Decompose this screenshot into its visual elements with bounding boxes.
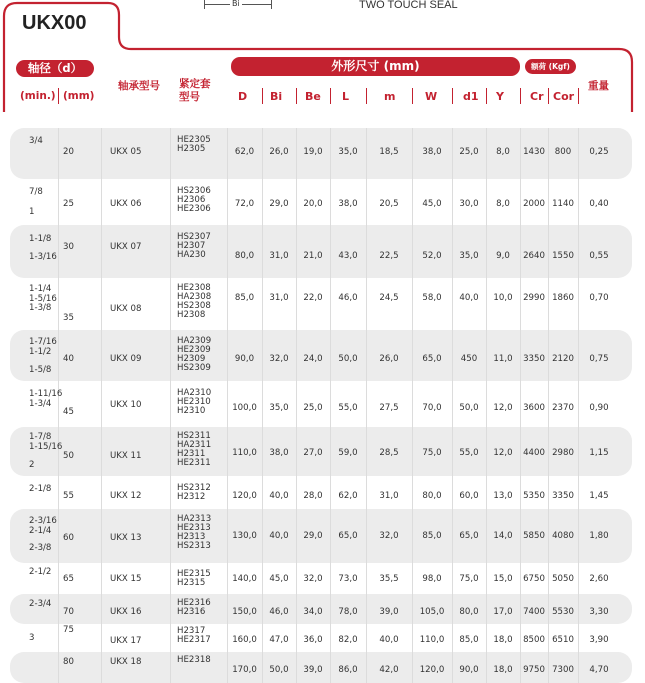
bearing-model: UKX 12 bbox=[110, 491, 142, 501]
cell-Be: 20,0 bbox=[303, 199, 323, 209]
inch-size: 1 bbox=[29, 207, 35, 217]
inch-size: 1-1/2 bbox=[29, 347, 52, 357]
cell-weight: 0,55 bbox=[589, 251, 609, 261]
header-separator bbox=[296, 88, 297, 104]
col-header-Cr: Cr bbox=[530, 90, 544, 103]
sleeve-model: HE2315 bbox=[177, 569, 211, 579]
cell-weight: 0,75 bbox=[589, 354, 609, 364]
cell-Cr: 3600 bbox=[523, 403, 545, 413]
cell-D: 170,0 bbox=[232, 665, 257, 675]
sleeve-model: H2317 bbox=[177, 626, 206, 636]
sleeve-model: HA2309 bbox=[177, 336, 212, 346]
header-separator bbox=[262, 88, 263, 104]
header-separator bbox=[366, 88, 367, 104]
cell-d1: 30,0 bbox=[459, 199, 479, 209]
cell-Bi: 46,0 bbox=[269, 607, 289, 617]
bearing-model: UKX 11 bbox=[110, 451, 142, 461]
cell-W: 75,0 bbox=[422, 448, 442, 458]
cell-W: 120,0 bbox=[419, 665, 445, 675]
cell-L: 50,0 bbox=[338, 354, 358, 364]
bearing-model: UKX 16 bbox=[110, 607, 142, 617]
cell-D: 80,0 bbox=[234, 251, 255, 261]
shaft-mm: 35 bbox=[63, 313, 74, 323]
cell-Bi: 47,0 bbox=[269, 635, 289, 645]
inch-size: 2-1/4 bbox=[29, 526, 52, 536]
cell-Bi: 38,0 bbox=[269, 448, 289, 458]
cell-Cor: 5050 bbox=[552, 574, 574, 584]
cell-d1: 65,0 bbox=[459, 531, 479, 541]
cell-Bi: 40,0 bbox=[269, 531, 289, 541]
inch-size: 1-1/8 bbox=[29, 234, 52, 244]
cell-Cor: 800 bbox=[554, 147, 572, 157]
col-header-Be: Be bbox=[305, 90, 321, 103]
cell-Y: 13,0 bbox=[493, 491, 513, 501]
cell-d1: 60,0 bbox=[459, 491, 479, 501]
sleeve-model: HE2311 bbox=[177, 458, 211, 468]
header-separator bbox=[548, 88, 549, 104]
shaft-mm: 25 bbox=[63, 199, 74, 209]
sleeve-model: HE2317 bbox=[177, 635, 211, 645]
sleeve-model: H2307 bbox=[177, 241, 206, 251]
cell-weight: 2,60 bbox=[589, 574, 609, 584]
cell-Be: 32,0 bbox=[303, 574, 323, 584]
cell-Be: 28,0 bbox=[303, 491, 323, 501]
bearing-model: UKX 08 bbox=[110, 304, 142, 314]
bearing-model: UKX 13 bbox=[110, 533, 142, 543]
cell-d1: 25,0 bbox=[459, 147, 479, 157]
sleeve-model: HA2310 bbox=[177, 388, 212, 398]
sleeve-model: HE2306 bbox=[177, 204, 211, 214]
inch-size: 1-1/4 bbox=[29, 284, 52, 294]
shaft-mm: 55 bbox=[63, 491, 74, 501]
cell-L: 43,0 bbox=[338, 251, 358, 261]
inch-size: 1-15/16 bbox=[29, 442, 63, 452]
sleeve-model: H2309 bbox=[177, 354, 206, 364]
sleeve-model-header-1: 紧定套 bbox=[179, 78, 211, 90]
sleeve-model: HE2309 bbox=[177, 345, 211, 355]
sleeve-model: HE2305 bbox=[177, 135, 211, 145]
sleeve-model: HS2308 bbox=[177, 301, 211, 311]
cell-L: 82,0 bbox=[338, 635, 358, 645]
cell-m: 35,5 bbox=[379, 574, 399, 584]
sleeve-model: HE2318 bbox=[177, 655, 211, 665]
cell-Y: 8,0 bbox=[496, 199, 510, 209]
cell-Cr: 4400 bbox=[523, 448, 545, 458]
inch-size: 2-3/4 bbox=[29, 599, 52, 609]
bearing-model: UKX 06 bbox=[110, 199, 142, 209]
cell-Be: 21,0 bbox=[303, 251, 323, 261]
cell-m: 20,5 bbox=[379, 199, 399, 209]
inch-size: 1-3/4 bbox=[29, 399, 52, 409]
sleeve-model: H2312 bbox=[177, 492, 206, 502]
cell-D: 62,0 bbox=[234, 147, 255, 157]
cell-Cor: 7300 bbox=[552, 665, 574, 675]
sleeve-model: H2306 bbox=[177, 195, 206, 205]
cell-W: 45,0 bbox=[422, 199, 442, 209]
cell-L: 55,0 bbox=[338, 403, 358, 413]
cell-Cor: 1140 bbox=[552, 199, 574, 209]
cell-weight: 0,90 bbox=[589, 403, 609, 413]
cell-m: 39,0 bbox=[379, 607, 399, 617]
sleeve-model: HE2313 bbox=[177, 523, 211, 533]
sleeve-model: H2313 bbox=[177, 532, 206, 542]
cell-d1: 50,0 bbox=[459, 403, 479, 413]
shaft-mm: 40 bbox=[63, 354, 74, 364]
cell-Y: 18,0 bbox=[493, 665, 513, 675]
header-separator bbox=[452, 88, 453, 104]
cell-weight: 4,70 bbox=[589, 665, 609, 675]
cell-m: 42,0 bbox=[379, 665, 399, 675]
cell-weight: 3,90 bbox=[589, 635, 609, 645]
inch-size: 1-11/16 bbox=[29, 389, 63, 399]
cell-Bi: 45,0 bbox=[269, 574, 289, 584]
sleeve-model: HS2306 bbox=[177, 186, 211, 196]
sleeve-model: H2310 bbox=[177, 406, 206, 416]
cell-m: 31,0 bbox=[379, 491, 399, 501]
cell-W: 85,0 bbox=[422, 531, 442, 541]
cell-weight: 3,30 bbox=[589, 607, 609, 617]
top-caption: TWO TOUCH SEAL bbox=[359, 0, 458, 11]
cell-d1: 40,0 bbox=[459, 293, 479, 303]
bearing-model: UKX 09 bbox=[110, 354, 142, 364]
inch-size: 1-3/8 bbox=[29, 303, 52, 313]
cell-D: 85,0 bbox=[234, 293, 255, 303]
sleeve-model: HE2308 bbox=[177, 283, 211, 293]
sleeve-model: HE2310 bbox=[177, 397, 211, 407]
cell-Cor: 2370 bbox=[552, 403, 574, 413]
cell-d1: 80,0 bbox=[459, 607, 479, 617]
cell-Y: 18,0 bbox=[493, 635, 513, 645]
inch-size: 3 bbox=[29, 633, 35, 643]
cell-m: 22,5 bbox=[379, 251, 399, 261]
cell-weight: 0,25 bbox=[589, 147, 609, 157]
bearing-model: UKX 18 bbox=[110, 657, 142, 667]
col-header-Y: Y bbox=[496, 90, 504, 103]
sleeve-model: HA230 bbox=[177, 250, 206, 260]
cell-Y: 10,0 bbox=[493, 293, 513, 303]
cell-L: 35,0 bbox=[338, 147, 358, 157]
cell-Y: 8,0 bbox=[496, 147, 510, 157]
cell-D: 140,0 bbox=[232, 574, 257, 584]
cell-Cor: 6510 bbox=[552, 635, 574, 645]
grid-line bbox=[101, 128, 102, 683]
shaft-mm: 20 bbox=[63, 147, 74, 157]
sleeve-model: HA2311 bbox=[177, 440, 212, 450]
cell-d1: 55,0 bbox=[459, 448, 479, 458]
cell-m: 24,5 bbox=[379, 293, 399, 303]
cell-Be: 22,0 bbox=[303, 293, 323, 303]
shaft-mm: 50 bbox=[63, 451, 74, 461]
bearing-model: UKX 10 bbox=[110, 400, 142, 410]
cell-Cr: 5350 bbox=[523, 491, 545, 501]
bearing-model: UKX 07 bbox=[110, 242, 142, 252]
sleeve-model: H2315 bbox=[177, 578, 206, 588]
cell-Be: 29,0 bbox=[303, 531, 323, 541]
shaft-mm: 60 bbox=[63, 533, 74, 543]
header-separator bbox=[330, 88, 331, 104]
cell-d1: 35,0 bbox=[459, 251, 479, 261]
sleeve-model: HS2312 bbox=[177, 483, 211, 493]
cell-Cor: 3350 bbox=[552, 491, 574, 501]
inch-size: 2 bbox=[29, 460, 35, 470]
inch-size: 1-3/16 bbox=[29, 252, 57, 262]
cell-Bi: 35,0 bbox=[269, 403, 289, 413]
cell-W: 105,0 bbox=[419, 607, 445, 617]
cell-Bi: 26,0 bbox=[269, 147, 289, 157]
sleeve-model: HA2308 bbox=[177, 292, 212, 302]
grid-line bbox=[58, 128, 59, 683]
cell-Cor: 5530 bbox=[552, 607, 574, 617]
cell-Y: 12,0 bbox=[493, 448, 513, 458]
cell-W: 70,0 bbox=[422, 403, 442, 413]
inch-size: 1-5/16 bbox=[29, 294, 57, 304]
cell-Y: 11,0 bbox=[493, 354, 513, 364]
cell-Cor: 1860 bbox=[552, 293, 574, 303]
col-header-Bi: Bi bbox=[270, 90, 283, 103]
cell-W: 38,0 bbox=[422, 147, 442, 157]
col-header-Cor: Cor bbox=[553, 90, 575, 103]
weight-header: 重量 bbox=[588, 80, 609, 92]
header-separator bbox=[486, 88, 487, 104]
sleeve-model: HE2316 bbox=[177, 598, 211, 608]
inch-size: 2-1/8 bbox=[29, 484, 52, 494]
header-separator bbox=[578, 88, 579, 104]
cell-Y: 12,0 bbox=[493, 403, 513, 413]
shaft-mm: 45 bbox=[63, 407, 74, 417]
inch-size: 1-5/8 bbox=[29, 365, 52, 375]
cell-Bi: 31,0 bbox=[269, 251, 289, 261]
cell-L: 73,0 bbox=[338, 574, 358, 584]
sleeve-model: H2308 bbox=[177, 310, 206, 320]
inch-size: 1-7/16 bbox=[29, 337, 57, 347]
col-header-D: D bbox=[238, 90, 248, 103]
bearing-model: UKX 15 bbox=[110, 574, 142, 584]
cell-D: 150,0 bbox=[232, 607, 257, 617]
grid-line bbox=[170, 128, 171, 683]
shaft-mm: 75 bbox=[63, 625, 74, 635]
cell-Be: 19,0 bbox=[303, 147, 323, 157]
cell-D: 120,0 bbox=[232, 491, 257, 501]
cell-weight: 1,45 bbox=[589, 491, 609, 501]
sleeve-model: HS2311 bbox=[177, 431, 211, 441]
inch-size: 3/4 bbox=[29, 136, 43, 146]
cell-Bi: 29,0 bbox=[269, 199, 289, 209]
mm-label: (mm) bbox=[63, 90, 95, 102]
cell-d1: 85,0 bbox=[459, 635, 479, 645]
sleeve-model: HA2313 bbox=[177, 514, 212, 524]
col-header-m: m bbox=[384, 90, 396, 103]
cell-d1: 75,0 bbox=[459, 574, 479, 584]
cell-W: 52,0 bbox=[422, 251, 442, 261]
cell-d1: 450 bbox=[460, 354, 478, 364]
cell-Bi: 31,0 bbox=[269, 293, 289, 303]
cell-L: 38,0 bbox=[338, 199, 358, 209]
cell-L: 62,0 bbox=[338, 491, 358, 501]
cell-m: 32,0 bbox=[379, 531, 399, 541]
col-header-d1: d1 bbox=[463, 90, 479, 103]
sleeve-model: H2311 bbox=[177, 449, 206, 459]
cell-m: 18,5 bbox=[379, 147, 399, 157]
cell-L: 65,0 bbox=[338, 531, 358, 541]
cell-D: 110,0 bbox=[232, 448, 257, 458]
bearing-model-header: 轴承型号 bbox=[118, 80, 160, 92]
inch-size: 1-7/8 bbox=[29, 432, 52, 442]
sleeve-model: H2305 bbox=[177, 144, 206, 154]
cell-Cr: 8500 bbox=[523, 635, 545, 645]
cell-Be: 24,0 bbox=[303, 354, 323, 364]
sleeve-model: HS2307 bbox=[177, 232, 211, 242]
shaft-mm: 80 bbox=[63, 657, 74, 667]
cell-m: 27,5 bbox=[379, 403, 399, 413]
cell-Cor: 1550 bbox=[552, 251, 574, 261]
header-separator bbox=[520, 88, 521, 104]
cell-W: 110,0 bbox=[419, 635, 445, 645]
cell-Cor: 2120 bbox=[552, 354, 574, 364]
cell-D: 90,0 bbox=[234, 354, 255, 364]
inch-size: 2-1/2 bbox=[29, 567, 52, 577]
cell-Be: 27,0 bbox=[303, 448, 323, 458]
load-rating-pill: 额荷 (Kgf) bbox=[525, 59, 576, 74]
cell-Be: 34,0 bbox=[303, 607, 323, 617]
cell-W: 98,0 bbox=[422, 574, 442, 584]
cell-W: 80,0 bbox=[422, 491, 442, 501]
inch-size: 2-3/8 bbox=[29, 543, 52, 553]
cell-Y: 15,0 bbox=[493, 574, 513, 584]
cell-weight: 1,15 bbox=[589, 448, 609, 458]
cell-Cr: 9750 bbox=[523, 665, 545, 675]
dimensions-pill: 外形尺寸 (mm) bbox=[231, 57, 520, 76]
inch-size: 2-3/16 bbox=[29, 516, 57, 526]
cell-Cor: 2980 bbox=[552, 448, 574, 458]
cell-Cr: 7400 bbox=[523, 607, 545, 617]
cell-Cr: 6750 bbox=[523, 574, 545, 584]
cell-m: 28,5 bbox=[379, 448, 399, 458]
cell-Cr: 5850 bbox=[523, 531, 545, 541]
cell-Bi: 40,0 bbox=[269, 491, 289, 501]
top-dimension-label: Bi bbox=[232, 0, 240, 8]
cell-m: 40,0 bbox=[379, 635, 399, 645]
sleeve-model: H2316 bbox=[177, 607, 206, 617]
cell-m: 26,0 bbox=[379, 354, 399, 364]
cell-Cr: 2990 bbox=[523, 293, 545, 303]
cell-D: 130,0 bbox=[232, 531, 257, 541]
cell-weight: 0,70 bbox=[589, 293, 609, 303]
shaft-diameter-pill: 轴径（d） bbox=[16, 60, 94, 77]
shaft-mm: 30 bbox=[63, 242, 74, 252]
col-header-L: L bbox=[342, 90, 350, 103]
cell-Be: 25,0 bbox=[303, 403, 323, 413]
cell-weight: 1,80 bbox=[589, 531, 609, 541]
cell-L: 78,0 bbox=[338, 607, 358, 617]
cell-Cr: 2640 bbox=[523, 251, 545, 261]
cell-Y: 14,0 bbox=[493, 531, 513, 541]
header-separator bbox=[58, 88, 59, 104]
cell-Cr: 2000 bbox=[523, 199, 545, 209]
cell-Be: 36,0 bbox=[303, 635, 323, 645]
min-label: (min.) bbox=[20, 90, 56, 102]
cell-Y: 9,0 bbox=[496, 251, 510, 261]
shaft-mm: 65 bbox=[63, 574, 74, 584]
col-header-W: W bbox=[425, 90, 438, 103]
cell-W: 65,0 bbox=[422, 354, 442, 364]
cell-Be: 39,0 bbox=[303, 665, 323, 675]
bearing-model: UKX 17 bbox=[110, 636, 142, 646]
cell-Cor: 4080 bbox=[552, 531, 574, 541]
cell-D: 100,0 bbox=[232, 403, 257, 413]
cell-weight: 0,40 bbox=[589, 199, 609, 209]
cell-D: 72,0 bbox=[234, 199, 255, 209]
cell-L: 46,0 bbox=[338, 293, 358, 303]
cell-Y: 17,0 bbox=[493, 607, 513, 617]
header-separator bbox=[412, 88, 413, 104]
cell-L: 59,0 bbox=[338, 448, 358, 458]
cell-Cr: 3350 bbox=[523, 354, 545, 364]
sleeve-model: HS2309 bbox=[177, 363, 211, 373]
bearing-model: UKX 05 bbox=[110, 147, 142, 157]
cell-d1: 90,0 bbox=[459, 665, 479, 675]
cell-L: 86,0 bbox=[338, 665, 358, 675]
shaft-mm: 70 bbox=[63, 607, 74, 617]
sleeve-model: HS2313 bbox=[177, 541, 211, 551]
inch-size: 7/8 bbox=[29, 187, 43, 197]
cell-Bi: 32,0 bbox=[269, 354, 289, 364]
page-title: UKX00 bbox=[22, 12, 87, 34]
sleeve-model-header-2: 型号 bbox=[179, 91, 200, 103]
cell-W: 58,0 bbox=[422, 293, 442, 303]
cell-D: 160,0 bbox=[232, 635, 257, 645]
cell-Cr: 1430 bbox=[523, 147, 545, 157]
cell-Bi: 50,0 bbox=[269, 665, 289, 675]
